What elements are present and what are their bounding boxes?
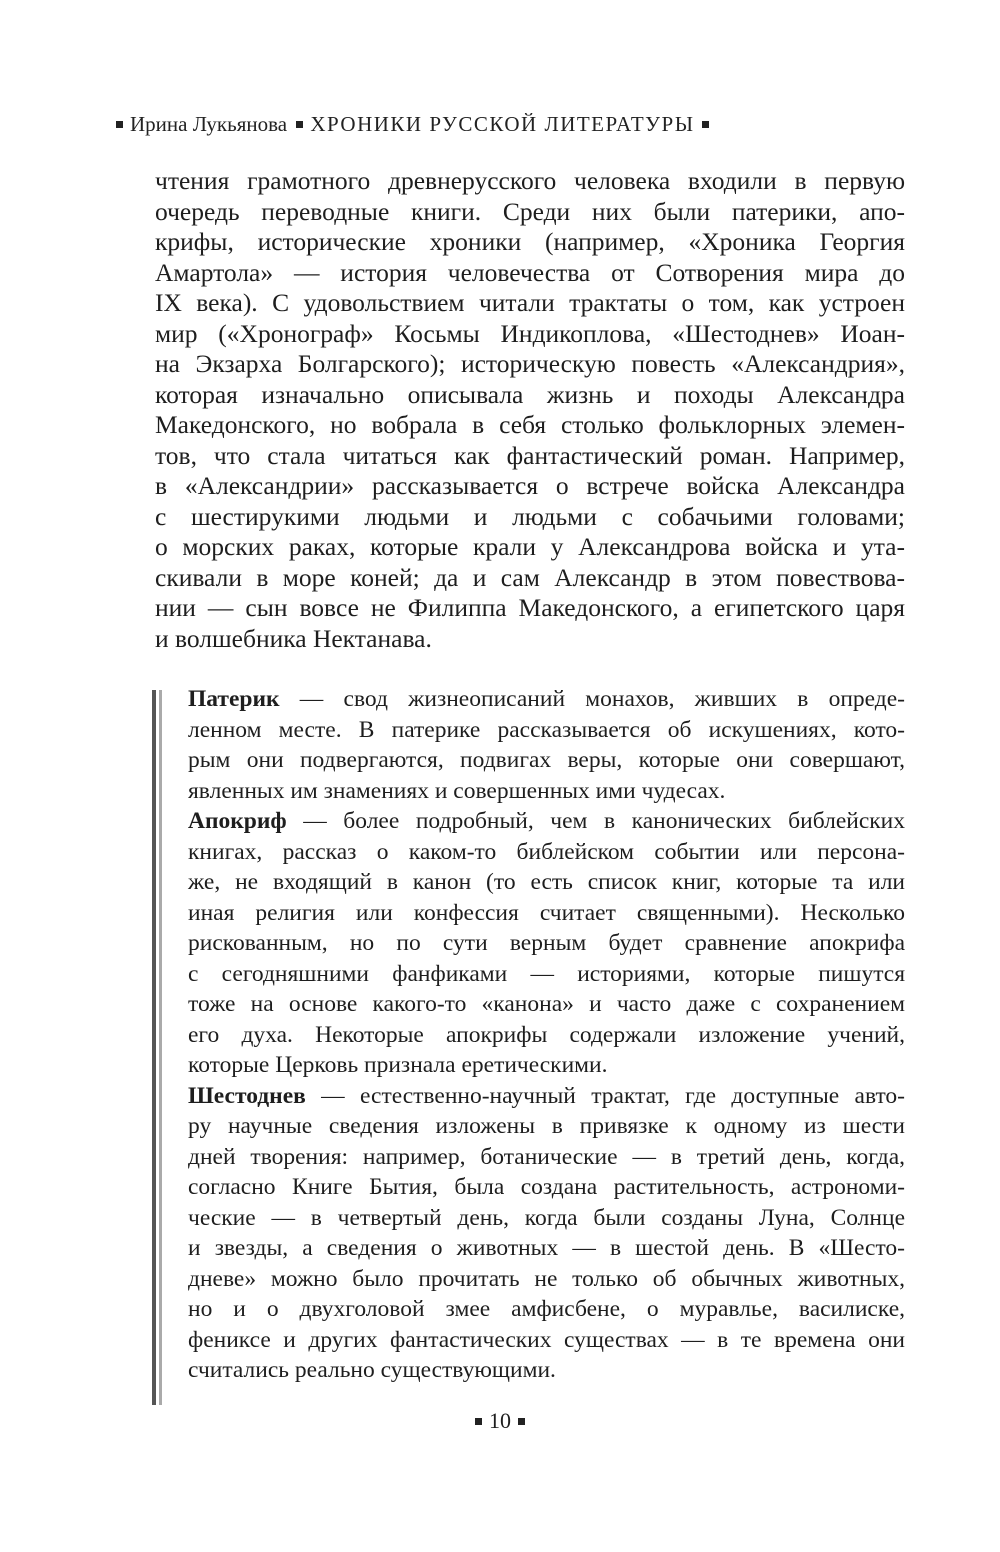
glossary-term: Шестоднев [188,1082,306,1109]
text-line: крифы, исторические хроники (например, «Хроника Георгия [155,227,905,256]
text-line: ру научные сведения изложены в привязке к одному из шести [188,1113,905,1139]
text-line: с сегодняшними фанфиками — историями, которые пишутся [188,960,905,987]
text-line: же, не входящий в канон (то есть список книг, которые та или [188,869,905,895]
text-line: нии — сын вовсе не Филиппа Македонского, а египетского царя [155,593,905,622]
square-bullet-icon [518,1418,525,1425]
text-line: дней творения: например, ботанические — в третий день, когда, [188,1143,905,1170]
page-number-text: 10 [489,1408,511,1433]
glossary-definition-start: — более подробный, чем в канонических библейских [286,808,905,834]
text-line: тоже на основе какого-то «канона» и часто даже с сохранением [188,991,905,1017]
square-bullet-icon [116,121,123,128]
glossary-term-line [188,806,905,837]
text-line: считались реально существующими. [188,1357,556,1383]
text-line: рискованным, но по сути верным будет сравнение апокрифа [188,930,905,956]
text-line: иная религия или конфессия считает священными). Несколько [188,899,905,926]
text-line: очередь переводные книги. Среди них были патерики, апо- [155,196,905,226]
glossary-term: Апокриф [188,808,287,834]
page-number [0,1408,1000,1434]
text-line: Македонского, но вобрала в себя столько фольклорных элемен- [155,410,905,439]
text-line: скивали в море коней; да и сам Александр в этом повествова- [155,562,905,592]
text-line: книгах, рассказ о каком-то библейском событии или персона- [188,838,905,865]
text-line: о морских раках, которые крали у Александрова войска и ута- [155,532,905,561]
sidebar-rule-light [159,690,162,1405]
main-text [155,166,905,654]
header-title: ХРОНИКИ РУССКОЙ ЛИТЕРАТУРЫ [310,112,695,136]
glossary-sidebar [188,684,905,1386]
glossary-term: Патерик [188,686,280,712]
text-line: и звезды, а сведения о животных — в шестой день. В «Шесто- [188,1235,905,1261]
text-line: на Экзарха Болгарского); историческую повесть «Александрия», [155,349,905,378]
text-line: ческие — в четвертый день, когда были созданы Луна, Солнце [188,1204,905,1231]
glossary-term-line [188,684,905,715]
text-line: которая изначально описывала жизнь и походы Александра [155,379,905,409]
text-line: с шестирукими людьми и людьми с собачьими головами; [155,501,905,531]
square-bullet-icon [296,121,303,128]
text-line: IX века). С удовольствием читали трактаты о том, как устроен [155,288,905,317]
text-line: явленных им знамениях и совершенных ими чудесах. [188,777,726,804]
text-line: фениксе и других фантастических существах — в те времена они [188,1326,905,1353]
glossary-term-line [188,1081,905,1112]
text-line: и волшебника Нектанава. [155,623,432,653]
text-line: чтения грамотного древнерусского человека входили в первую [155,166,905,195]
text-line: которые Церковь признала еретическими. [188,1052,608,1078]
text-line: тов, что стала читаться как фантастический роман. Например, [155,440,905,470]
glossary-definition-start: — естественно-научный трактат, где доступные авто- [305,1082,905,1109]
text-line: ленном месте. В патерике рассказывается об искушениях, кото- [188,716,905,743]
text-line: в «Александрии» рассказывается о встрече войска Александра [155,471,905,500]
text-line: но и о двухголовой змее амфисбене, о муравлье, василиске, [188,1296,905,1322]
text-line: рым они подвергаются, подвигах веры, которые они совершают, [188,747,905,773]
glossary-definition-start: — свод жизнеописаний монахов, живших в опреде- [279,686,905,712]
sidebar-rule [152,690,156,1405]
text-line: Амартола» — история человечества от Сотворения мира до [155,257,905,287]
text-line: согласно Книге Бытия, была создана растительность, астрономи- [188,1174,905,1200]
square-bullet-icon [475,1418,482,1425]
text-line: дневе» можно было прочитать не только об обычных животных, [188,1265,905,1292]
text-line: его духа. Некоторые апокрифы содержали изложение учений, [188,1021,905,1048]
header-author: Ирина Лукьянова [130,112,288,136]
text-line: мир («Хронограф» Косьмы Индикоплова, «Шестоднев» Иоан- [155,318,905,348]
running-header [116,112,709,137]
square-bullet-icon [702,121,709,128]
